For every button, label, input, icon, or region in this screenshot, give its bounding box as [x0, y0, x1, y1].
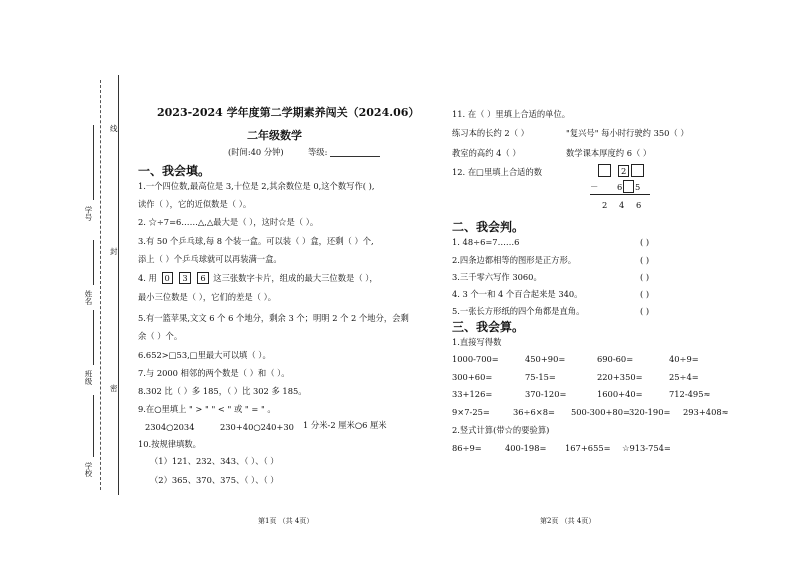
digit-5: 5: [635, 182, 641, 192]
binding-dashed-line: [100, 80, 101, 490]
question-1: 1.一个四位数,最高位是 3,十位是 2,其余数位是 0,这个数写作( ),: [138, 181, 375, 191]
judge-answer-5[interactable]: ( ): [640, 306, 650, 316]
judge-answer-1[interactable]: ( ): [640, 237, 650, 247]
judge-item-5: 5.一张长方形纸的四个角都是直角。: [452, 306, 585, 316]
calc-r3-c1: 33+126=: [452, 389, 493, 399]
question-8: 8.302 比（ ）多 185，（ ）比 302 多 185。: [138, 386, 307, 396]
question-4-line-2: 最小三位数是（ ），它们的差是（ ）。: [138, 292, 277, 302]
question-12: 12. 在□里填上合适的数: [452, 167, 543, 177]
blank-box-2[interactable]: [631, 164, 644, 177]
calc-r4-c1: 9×7-25=: [452, 407, 490, 417]
question-9-c: 1 分米-2 厘米○6 厘米: [303, 420, 387, 430]
question-4-text: 这三张数字卡片，组成的最大三位数是（ ），: [213, 273, 378, 283]
question-11: 11. 在（ ）里填上合适的单位。: [452, 109, 571, 119]
question-9-b: 230+40○240+30: [220, 422, 294, 432]
calc-r4-c5: 293+408≈: [683, 407, 729, 417]
judge-answer-2[interactable]: ( ): [640, 255, 650, 265]
class-field[interactable]: [93, 310, 94, 365]
digit-2: 2: [618, 165, 629, 177]
question-10-b: （2）365、370、375、（ ）、（ ）: [150, 475, 279, 485]
digit-6: 6: [617, 182, 623, 192]
section-3-heading: 三、我会算。: [452, 320, 525, 334]
seal-mark-secret: 密: [110, 384, 118, 393]
question-11-c: 教室的高约 4（ ）: [452, 148, 521, 158]
calc-r3-c2: 370-120=: [525, 389, 567, 399]
subject-title: 二年级数学: [247, 129, 302, 142]
question-4-prefix: 4. 用: [138, 273, 157, 283]
question-10-a: （1）121、232、343、（ ）、（ ）: [150, 456, 279, 466]
seal-mark-line: 线: [110, 124, 118, 133]
vertical-calc-4: ☆913-754=: [622, 443, 671, 453]
digit-card-3: 3: [179, 272, 190, 284]
student-id-field[interactable]: [93, 125, 94, 200]
judge-answer-3[interactable]: ( ): [640, 272, 650, 282]
judge-item-2: 2.四条边都相等的图形是正方形。: [452, 255, 577, 265]
page-number-left: 第1页 （共 4页）: [258, 517, 314, 525]
exam-title: 2023-2024 学年度第二学期素养闯关（2024.06）: [157, 106, 420, 119]
result-digit-2: 4: [619, 200, 625, 210]
blank-box-1[interactable]: [598, 164, 611, 177]
question-5: 5.有一篮苹果,文文 6 个 6 个地分，剩余 3 个；明明 2 个 2 个地分，会剩: [138, 313, 409, 323]
name-label: 姓名: [84, 290, 93, 305]
result-digit-3: 6: [636, 200, 642, 210]
question-5-line-2: 余（ ）个。: [138, 331, 183, 341]
calc-r2-c4: 25÷4=: [669, 372, 699, 382]
calc-r2-c2: 75-15=: [525, 372, 556, 382]
judge-item-4: 4. 3 个一和 4 个百合起来是 340。: [452, 289, 583, 299]
blank-box-3[interactable]: [623, 180, 634, 193]
seal-mark-seal: 封: [110, 247, 118, 256]
question-9: 9.在○里填上 " > " " < " 或 " = " 。: [138, 404, 276, 414]
question-3: 3.有 50 个乒乓球,每 8 个装一盒。可以装（ ）盒，还剩（ ）个,: [138, 236, 374, 246]
section-2-heading: 二、我会判。: [452, 220, 525, 234]
minus-sign: －: [590, 182, 599, 192]
calc-r4-c4: 320-190=: [629, 407, 671, 417]
calc-r1-c2: 450+90=: [525, 354, 566, 364]
calc-r3-c4: 712-495≈: [669, 389, 711, 399]
question-11-b: "复兴号" 每小时行驶约 350（ ）: [566, 128, 689, 138]
calc-r3-c3: 1600+40=: [597, 389, 643, 399]
question-11-a: 练习本的长约 2（ ）: [452, 128, 529, 138]
calc-r4-c2: 36÷6×8=: [513, 407, 555, 417]
calc-r2-c1: 300+60=: [452, 372, 493, 382]
vertical-subtraction: [590, 160, 660, 215]
digit-card-6: 6: [197, 272, 208, 284]
judge-item-1: 1. 48÷6=7……6: [452, 237, 520, 247]
name-field[interactable]: [93, 240, 94, 285]
calc-r4-c3: 500-300+80=: [571, 407, 630, 417]
calc-r1-c1: 1000-700=: [452, 354, 499, 364]
judge-item-3: 3.三千零六写作 3060。: [452, 272, 542, 282]
direct-calc-title: 1.直接写得数: [452, 337, 502, 347]
question-6: 6.652>□53,□里最大可以填（ ）。: [138, 350, 271, 360]
question-10: 10.按规律填数。: [138, 439, 201, 449]
digit-card-0: 0: [162, 272, 173, 284]
result-line: [590, 194, 650, 195]
question-4: [138, 273, 378, 283]
vertical-calc-3: 167+655=: [565, 443, 611, 453]
school-field[interactable]: [93, 395, 94, 457]
question-7: 7.与 2000 相邻的两个数是（ ）和（ ）。: [138, 368, 290, 378]
student-id-label: 学号: [84, 206, 93, 221]
school-label: 学校: [84, 462, 93, 477]
calc-r2-c3: 220+350=: [597, 372, 643, 382]
vertical-calc-title: 2.竖式计算(带☆的要验算): [452, 425, 550, 435]
calc-r1-c3: 690-60=: [597, 354, 634, 364]
vertical-calc-1: 86÷9=: [452, 443, 482, 453]
class-label: 班级: [84, 370, 93, 385]
page-number-right: 第2页 （共 4页）: [540, 517, 596, 525]
question-2: 2. ☆÷7=6……△,△最大是（ ），这时☆是（ ）。: [138, 217, 319, 227]
vertical-calc-2: 400-198=: [505, 443, 547, 453]
question-11-d: 数学课本厚度约 6（ ）: [566, 148, 652, 158]
grade-label: 等级:: [308, 147, 328, 157]
calc-r1-c4: 40÷9=: [669, 354, 699, 364]
section-1-heading: 一、我会填。: [138, 164, 211, 178]
question-3-line-2: 添上（ ）个乒乓球就可以再装满一盒。: [138, 254, 282, 264]
question-9-a: 2304○2034: [145, 422, 195, 432]
result-digit-1: 2: [602, 200, 608, 210]
judge-answer-4[interactable]: ( ): [640, 289, 650, 299]
binding-line: [118, 75, 119, 495]
exam-time: (时间:40 分钟): [228, 147, 284, 157]
grade-field[interactable]: [330, 156, 380, 157]
question-1-line-2: 读作（ ），它的近似数是（ ）。: [138, 199, 252, 209]
